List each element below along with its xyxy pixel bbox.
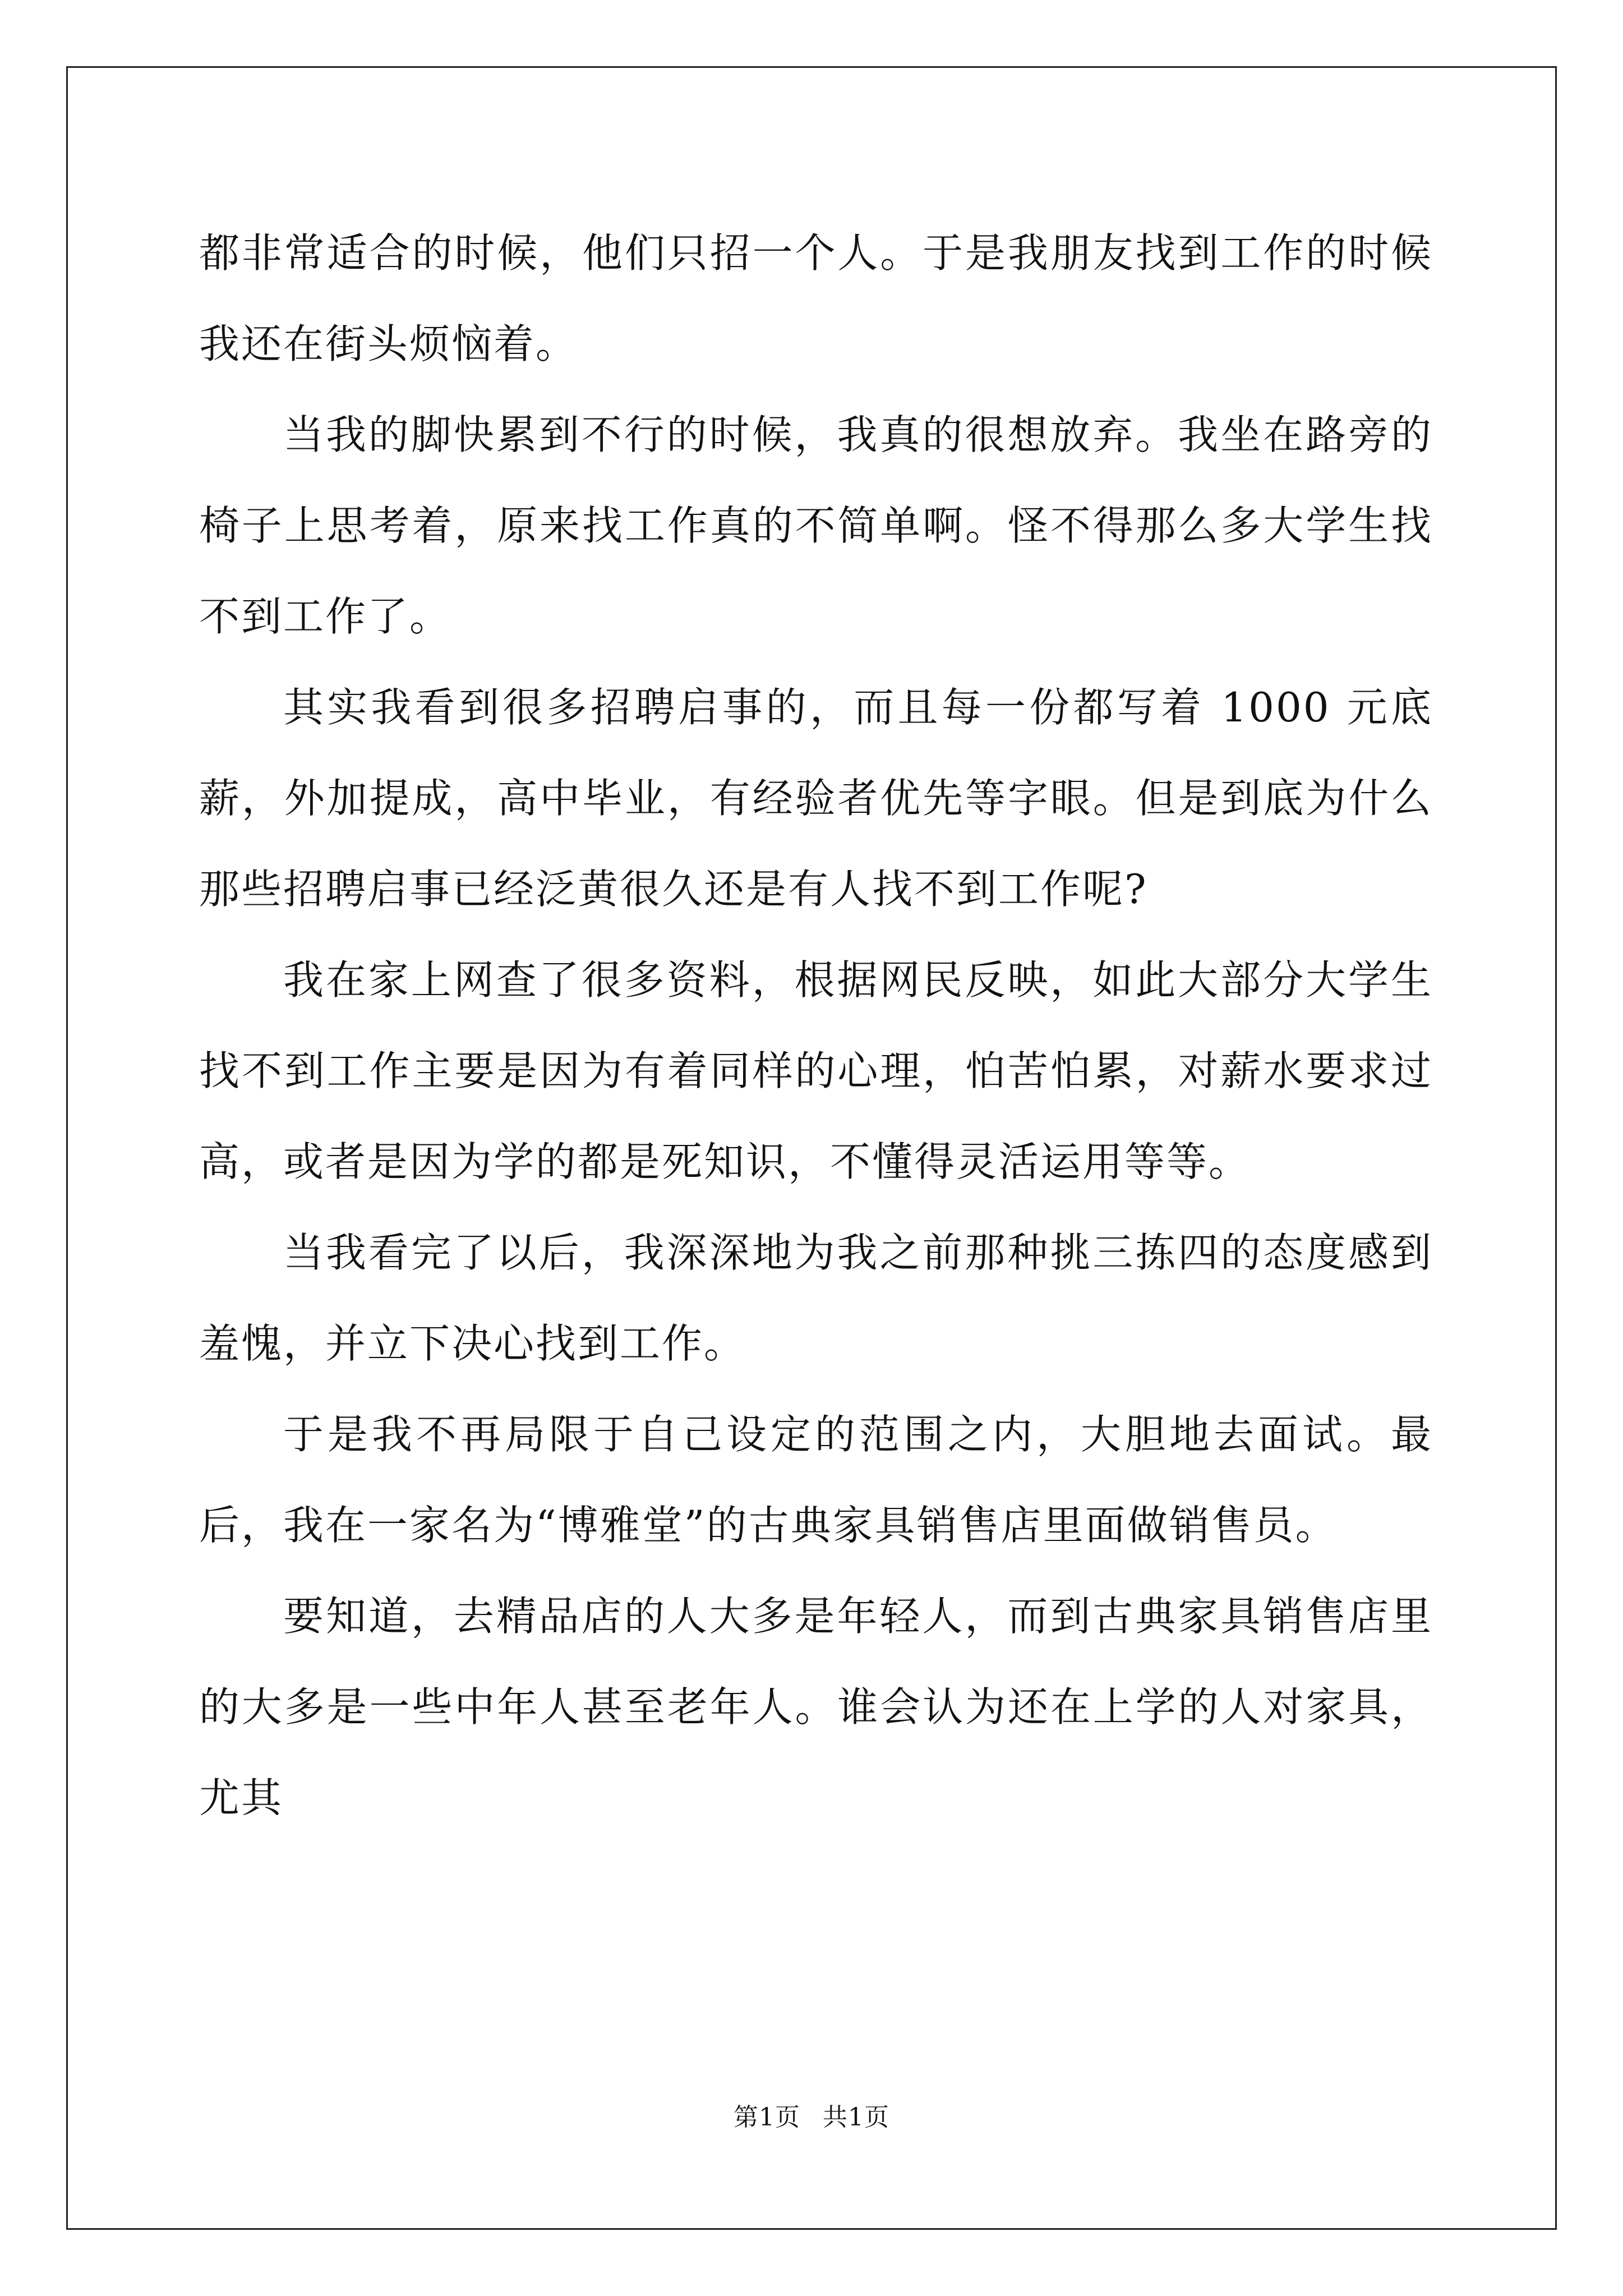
paragraph-5: 当我看完了以后，我深深地为我之前那种挑三拣四的态度感到羞愧，并立下决心找到工作。 (199, 1229, 1433, 1367)
paragraph-1: 都非常适合的时候，他们只招一个人。于是我朋友找到工作的时候我还在街头烦恼着。 (199, 229, 1433, 367)
paragraph-6: 于是我不再局限于自己设定的范围之内，大胆地去面试。最后，我在一家名为“博雅堂”的古典家具销售店里面做销售员。 (199, 1411, 1433, 1549)
page-footer (0, 2101, 1623, 2134)
paragraph-2: 当我的脚快累到不行的时候，我真的很想放弃。我坐在路旁的椅子上思考着，原来找工作真的不简单啊。怪不得那么多大学生找不到工作了。 (199, 411, 1433, 640)
paragraph-3: 其实我看到很多招聘启事的，而且每一份都写着 1000 元底薪，外加提成，高中毕业，有经验者优先等字眼。但是到底为什么那些招聘启事已经泛黄很久还是有人找不到工作呢? (199, 684, 1433, 913)
document-body (199, 208, 1433, 1843)
page-number-current: 第1页 (734, 2103, 800, 2132)
page-number-total: 共1页 (823, 2103, 889, 2132)
paragraph-4: 我在家上网查了很多资料，根据网民反映，如此大部分大学生找不到工作主要是因为有着同样的心理，怕苦怕累，对薪水要求过高，或者是因为学的都是死知识，不懂得灵活运用等等。 (199, 956, 1433, 1185)
paragraph-7: 要知道，去精品店的人大多是年轻人，而到古典家具销售店里的大多是一些中年人甚至老年人。谁会认为还在上学的人对家具，尤其 (199, 1593, 1433, 1821)
